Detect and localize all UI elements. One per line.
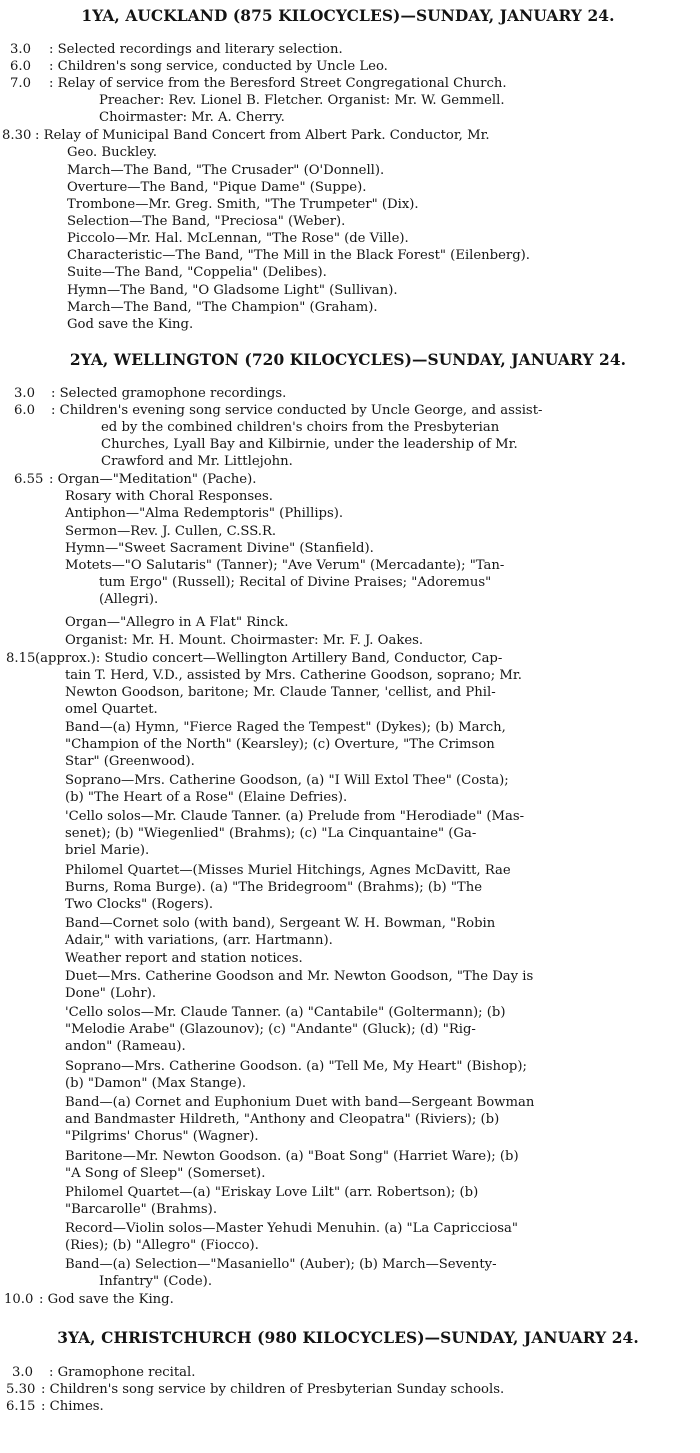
time-label: 6.55 — [14, 472, 44, 487]
time-label: 5.30 — [6, 1382, 36, 1397]
programme-line: (Allegri). — [99, 592, 159, 607]
time-label: 8.15 — [6, 651, 36, 666]
programme-line: Suite—The Band, "Coppelia" (Delibes). — [67, 265, 327, 280]
programme-line: : Gramophone recital. — [49, 1365, 196, 1380]
programme-line: tain T. Herd, V.D., assisted by Mrs. Catherine Goodson, soprano; Mr. — [65, 668, 522, 683]
programme-line: Overture—The Band, "Pique Dame" (Suppe). — [67, 180, 367, 195]
programme-line: "Champion of the North" (Kearsley); (c) Overture, "The Crimson — [65, 737, 495, 752]
programme-line: (b) "Damon" (Max Stange). — [65, 1076, 247, 1091]
programme-line: Band—Cornet solo (with band), Sergeant W. H. Bowman, "Robin — [65, 916, 496, 931]
programme-line: omel Quartet. — [65, 702, 158, 717]
programme-line: Piccolo—Mr. Hal. McLennan, "The Rose" (de Ville). — [67, 231, 409, 246]
programme-line: Choirmaster: Mr. A. Cherry. — [99, 110, 285, 125]
programme-line: Hymn—The Band, "O Gladsome Light" (Sullivan). — [67, 283, 398, 298]
programme-line: Organist: Mr. H. Mount. Choirmaster: Mr. F. J. Oakes. — [65, 633, 424, 648]
time-label: 6.0 — [10, 59, 31, 74]
programme-line: Soprano—Mrs. Catherine Goodson, (a) "I Will Extol Thee" (Costa); — [65, 773, 509, 788]
programme-line: : Selected gramophone recordings. — [51, 386, 287, 401]
programme-line: Band—(a) Hymn, "Fierce Raged the Tempest" (Dykes); (b) March, — [65, 720, 506, 735]
programme-line: and Bandmaster Hildreth, "Anthony and Cleopatra" (Riviers); (b) — [65, 1112, 500, 1127]
programme-line: March—The Band, "The Champion" (Graham). — [67, 300, 378, 315]
programme-line: : Relay of service from the Beresford Street Congregational Church. — [49, 76, 507, 91]
programme-line: Record—Violin solos—Master Yehudi Menuhin. (a) "La Capricciosa" — [65, 1221, 518, 1236]
programme-line: Preacher: Rev. Lionel B. Fletcher. Organist: Mr. W. Gemmell. — [99, 93, 505, 108]
time-label: 3.0 — [12, 1365, 33, 1380]
programme-line: Adair," with variations, (arr. Hartmann). — [65, 933, 333, 948]
programme-line: : Children's song service, conducted by Uncle Leo. — [49, 59, 388, 74]
programme-line: "A Song of Sleep" (Somerset). — [65, 1166, 266, 1181]
programme-line: Burns, Roma Burge). (a) "The Bridegroom" (Brahms); (b) "The — [65, 880, 482, 895]
programme-line: March—The Band, "The Crusader" (O'Donnell). — [67, 163, 385, 178]
programme-line: Band—(a) Cornet and Euphonium Duet with band—Sergeant Bowman — [65, 1095, 535, 1110]
programme-line: : Selected recordings and literary selection. — [49, 42, 343, 57]
programme-line: Band—(a) Selection—"Masaniello" (Auber); (b) March—Seventy- — [65, 1257, 497, 1272]
programme-line: briel Marie). — [65, 843, 150, 858]
time-label: 6.0 — [14, 403, 35, 418]
programme-line: Newton Goodson, baritone; Mr. Claude Tanner, 'cellist, and Phil- — [65, 685, 496, 700]
programme-line: : Children's evening song service conducted by Uncle George, and assist- — [51, 403, 543, 418]
programme-line: Two Clocks" (Rogers). — [65, 897, 214, 912]
time-label: 10.0 — [4, 1292, 34, 1307]
programme-line: Sermon—Rev. J. Cullen, C.SS.R. — [65, 524, 277, 539]
programme-line: Hymn—"Sweet Sacrament Divine" (Stanfield). — [65, 541, 374, 556]
time-label: 6.15 — [6, 1399, 36, 1414]
programme-line: Philomel Quartet—(a) "Eriskay Love Lilt" (arr. Robertson); (b) — [65, 1185, 479, 1200]
programme-line: Crawford and Mr. Littlejohn. — [101, 454, 293, 469]
time-label: 8.30 — [2, 128, 32, 143]
programme-line: Duet—Mrs. Catherine Goodson and Mr. Newton Goodson, "The Day is — [65, 969, 534, 984]
programme-line: "Pilgrims' Chorus" (Wagner). — [65, 1129, 259, 1144]
programme-line: Philomel Quartet—(Misses Muriel Hitchings, Agnes McDavitt, Rae — [65, 863, 511, 878]
programme-line: 'Cello solos—Mr. Claude Tanner. (a) "Cantabile" (Goltermann); (b) — [65, 1005, 506, 1020]
programme-line: Infantry" (Code). — [99, 1274, 213, 1289]
programme-line: Characteristic—The Band, "The Mill in the Black Forest" (Eilenberg). — [67, 248, 531, 263]
programme-line: Rosary with Choral Responses. — [65, 489, 273, 504]
programme-line: "Barcarolle" (Brahms). — [65, 1202, 218, 1217]
programme-line: 'Cello solos—Mr. Claude Tanner. (a) Prelude from "Herodiade" (Mas- — [65, 809, 525, 824]
programme-line: Star" (Greenwood). — [65, 754, 195, 769]
programme-line: Selection—The Band, "Preciosa" (Weber). — [67, 214, 346, 229]
programme-line: Antiphon—"Alma Redemptoris" (Phillips). — [65, 506, 344, 521]
programme-line: Geo. Buckley. — [67, 145, 157, 160]
section-heading-3ya: 3YA, CHRISTCHURCH (980 KILOCYCLES)—SUNDAY, JANUARY 24. — [57, 1328, 639, 1347]
section-heading-1ya: 1YA, AUCKLAND (875 KILOCYCLES)—SUNDAY, JANUARY 24. — [81, 6, 615, 25]
time-label: 7.0 — [10, 76, 31, 91]
programme-line: ed by the combined children's choirs from the Presbyterian — [101, 420, 500, 435]
programme-line: andon" (Rameau). — [65, 1039, 186, 1054]
programme-line: (Ries); (b) "Allegro" (Fiocco). — [65, 1238, 259, 1253]
time-label: 3.0 — [10, 42, 31, 57]
programme-line: Churches, Lyall Bay and Kilbirnie, under the leadership of Mr. — [101, 437, 518, 452]
programme-line: Trombone—Mr. Greg. Smith, "The Trumpeter" (Dix). — [67, 197, 419, 212]
programme-line: : Chimes. — [41, 1399, 104, 1414]
programme-line: : God save the King. — [39, 1292, 174, 1307]
programme-line: "Melodie Arabe" (Glazounov); (c) "Andante" (Gluck); (d) "Rig- — [65, 1022, 476, 1037]
programme-line: : Relay of Municipal Band Concert from Albert Park. Conductor, Mr. — [35, 128, 490, 143]
programme-line: tum Ergo" (Russell); Recital of Divine Praises; "Adoremus" — [99, 575, 492, 590]
time-label: 3.0 — [14, 386, 35, 401]
programme-line: : Organ—"Meditation" (Pache). — [49, 472, 257, 487]
programme-line: (b) "The Heart of a Rose" (Elaine Defries). — [65, 790, 348, 805]
programme-line: Soprano—Mrs. Catherine Goodson. (a) "Tell Me, My Heart" (Bishop); — [65, 1059, 527, 1074]
programme-line: : Children's song service by children of Presbyterian Sunday schools. — [41, 1382, 505, 1397]
programme-line: Baritone—Mr. Newton Goodson. (a) "Boat Song" (Harriet Ware); (b) — [65, 1149, 519, 1164]
section-heading-2ya: 2YA, WELLINGTON (720 KILOCYCLES)—SUNDAY, JANUARY 24. — [69, 350, 627, 369]
programme-line: Organ—"Allegro in A Flat" Rinck. — [65, 615, 289, 630]
programme-line: Done" (Lohr). — [65, 986, 157, 1001]
programme-line: (approx.): Studio concert—Wellington Artillery Band, Conductor, Cap- — [35, 651, 503, 666]
programme-line: senet); (b) "Wiegenlied" (Brahms); (c) "La Cinquantaine" (Ga- — [65, 826, 477, 841]
programme-line: Motets—"O Salutaris" (Tanner); "Ave Verum" (Mercadante); "Tan- — [65, 558, 505, 573]
programme-line: God save the King. — [67, 317, 194, 332]
programme-line: Weather report and station notices. — [65, 951, 303, 966]
